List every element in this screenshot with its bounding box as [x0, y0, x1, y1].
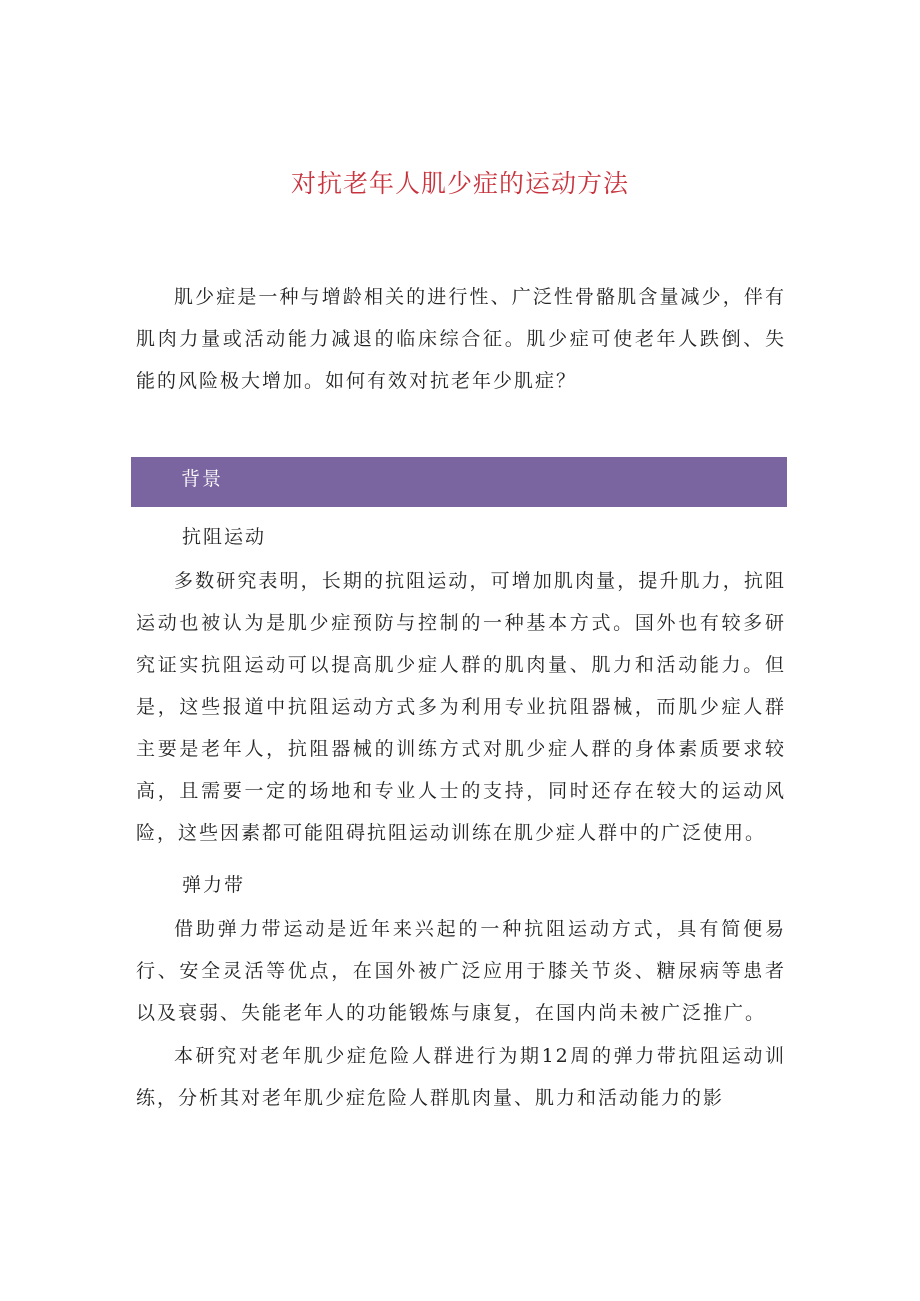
study-paragraph: 本研究对老年肌少症危险人群进行为期12周的弹力带抗阻运动训练，分析其对老年肌少症危险人群肌肉量、肌力和活动能力的影 [136, 1045, 786, 1109]
subsection-heading-elastic-band: 弹力带 [182, 874, 246, 896]
section-header-label: 背景 [181, 468, 224, 490]
resistance-paragraph: 多数研究表明，长期的抗阻运动，可增加肌肉量，提升肌力，抗阻运动也被认为是肌少症预防与控制的一种基本方式。国外也有较多研究证实抗阻运动可以提高肌少症人群的肌肉量、肌力和活动能力。但是，这些报道中抗阻运动方式多为利用专业抗阻器械，而肌少症人群主要是老年人，抗阻器械的训练方式对肌少症人群的身体素质要求较高，且需要一定的场地和专业人士的支持，同时还存在较大的运动风险，这些因素都可能阻碍抗阻运动训练在肌少症人群中的广泛使用。 [136, 570, 786, 844]
elastic-band-paragraph: 借助弹力带运动是近年来兴起的一种抗阻运动方式，具有简便易行、安全灵活等优点，在国外被广泛应用于膝关节炎、糖尿病等患者以及衰弱、失能老年人的功能锻炼与康复，在国内尚未被广泛推广。 [136, 918, 786, 1024]
section-header-bar [131, 457, 787, 507]
document-title: 对抗老年人肌少症的运动方法 [290, 169, 629, 198]
subsection-heading-resistance: 抗阻运动 [182, 526, 267, 548]
intro-paragraph: 肌少症是一种与增龄相关的进行性、广泛性骨骼肌含量减少，伴有肌肉力量或活动能力减退的临床综合征。肌少症可使老年人跌倒、失能的风险极大增加。如何有效对抗老年少肌症？ [136, 286, 786, 392]
